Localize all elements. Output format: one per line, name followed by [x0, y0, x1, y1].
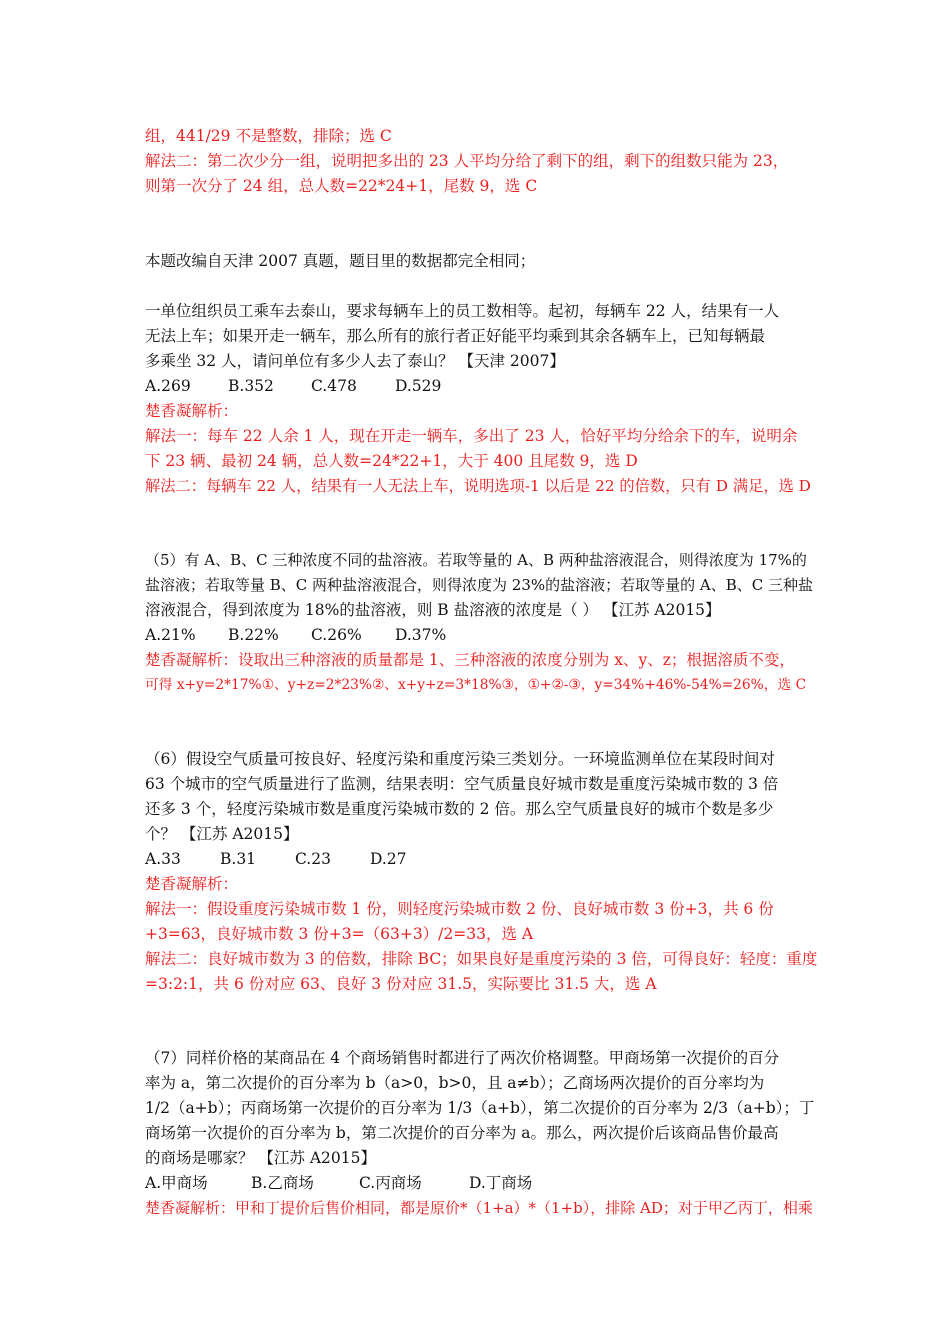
- question-stem: （5）有 A、B、C 三种浓度不同的盐溶液。若取等量的 A、B 两种盐溶液混合，则得浓度为 17%的: [145, 551, 807, 569]
- question-stem: 的商场是哪家？ 【江苏 A2015】: [145, 1149, 376, 1167]
- analysis-line: 则第一次分了 24 组，总人数=22*24+1，尾数 9，选 C: [145, 177, 538, 195]
- option-b: B.352: [228, 377, 274, 395]
- option-d: D.529: [395, 377, 442, 395]
- question-stem: 63 个城市的空气质量进行了监测，结果表明：空气质量良好城市数是重度污染城市数的 3 倍: [145, 775, 779, 793]
- question-stem: 无法上车；如果开走一辆车，那么所有的旅行者正好能平均乘到其余各辆车上，已知每辆最: [145, 327, 766, 345]
- question-stem: 溶液混合，得到浓度为 18%的盐溶液，则 B 盐溶液的浓度是（ ） 【江苏 A2015】: [145, 601, 721, 619]
- question-stem: 商场第一次提价的百分率为 b，第二次提价的百分率为 a。那么，两次提价后该商品售价最高: [145, 1124, 779, 1142]
- option-c: C.26%: [311, 626, 362, 644]
- option-a: A.甲商场: [145, 1174, 208, 1192]
- analysis-line: 解法二：每辆车 22 人，结果有一人无法上车，说明选项-1 以后是 22 的倍数，只有 D 满足，选 D: [145, 477, 811, 495]
- analysis-line: 解法一：假设重度污染城市数 1 份，则轻度污染城市数 2 份、良好城市数 3 份+3，共 6 份: [145, 900, 774, 918]
- option-d: D.丁商场: [469, 1174, 533, 1192]
- analysis-line: 解法二：第二次少分一组，说明把多出的 23 人平均分给了剩下的组，剩下的组数只能为 23，: [145, 152, 789, 170]
- analysis-title: 楚香凝解析：: [145, 875, 239, 893]
- option-c: C.478: [311, 377, 357, 395]
- option-c: C.丙商场: [359, 1174, 422, 1192]
- option-d: D.37%: [395, 626, 447, 644]
- option-b: B.乙商场: [251, 1174, 314, 1192]
- question-stem: （6）假设空气质量可按良好、轻度污染和重度污染三类划分。一环境监测单位在某段时间对: [145, 750, 775, 768]
- option-b: B.22%: [228, 626, 279, 644]
- analysis-line: 可得 x+y=2*17%①、y+z=2*23%②、x+y+z=3*18%③，①+②-③，y=34%+46%-54%=26%，选 C: [145, 677, 807, 693]
- question-stem: 一单位组织员工乘车去泰山，要求每辆车上的员工数相等。起初，每辆车 22 人，结果有一人: [145, 302, 780, 320]
- answer-options: [145, 625, 815, 645]
- analysis-line: 解法一：每车 22 人余 1 人，现在开走一辆车，多出了 23 人，恰好平均分给余下的车，说明余: [145, 427, 798, 445]
- analysis-title: 楚香凝解析：: [145, 402, 239, 420]
- option-a: A.21%: [145, 626, 196, 644]
- question-stem: 个？ 【江苏 A2015】: [145, 825, 299, 843]
- question-stem: （7）同样价格的某商品在 4 个商场销售时都进行了两次价格调整。甲商场第一次提价的百分: [145, 1049, 780, 1067]
- option-a: A.33: [145, 850, 181, 868]
- question-stem: 还多 3 个，轻度污染城市数是重度污染城市数的 2 倍。那么空气质量良好的城市个数是多少: [145, 800, 774, 818]
- analysis-line: +3=63，良好城市数 3 份+3=（63+3）/2=33，选 A: [145, 925, 534, 943]
- analysis-line: 组，441/29 不是整数，排除；选 C: [145, 127, 392, 145]
- option-d: D.27: [370, 850, 407, 868]
- source-note: 本题改编自天津 2007 真题，题目里的数据都完全相同；: [145, 252, 536, 270]
- option-b: B.31: [220, 850, 257, 868]
- analysis-line: 楚香凝解析：设取出三种溶液的质量都是 1、三种溶液的浓度分别为 x、y、z；根据溶质不变，: [145, 651, 795, 669]
- option-a: A.269: [145, 377, 191, 395]
- question-stem: 盐溶液；若取等量 B、C 两种盐溶液混合，则得浓度为 23%的盐溶液；若取等量的 A、B、C 三种盐: [145, 576, 814, 594]
- analysis-line: 解法二：良好城市数为 3 的倍数，排除 BC；如果良好是重度污染的 3 倍，可得良好：轻度：重度: [145, 950, 818, 968]
- question-stem: 率为 a，第二次提价的百分率为 b（a>0，b>0，且 a≠b）；乙商场两次提价的百分率均为: [145, 1074, 765, 1092]
- analysis-line: 下 23 辆、最初 24 辆，总人数=24*22+1，大于 400 且尾数 9，选 D: [145, 452, 638, 470]
- answer-options: [145, 1173, 815, 1193]
- option-c: C.23: [295, 850, 331, 868]
- answer-options: [145, 376, 815, 396]
- answer-options: [145, 849, 815, 869]
- analysis-line: =3:2:1，共 6 份对应 63、良好 3 份对应 31.5，实际要比 31.5 大，选 A: [145, 975, 657, 993]
- analysis-line: 楚香凝解析：甲和丁提价后售价相同，都是原价*（1+a）*（1+b），排除 AD；对于甲乙丙丁，相乘: [145, 1199, 813, 1217]
- question-stem: 1/2（a+b）；丙商场第一次提价的百分率为 1/3（a+b），第二次提价的百分率为 2/3（a+b）；丁: [145, 1099, 815, 1117]
- question-stem: 多乘坐 32 人，请问单位有多少人去了泰山？ 【天津 2007】: [145, 352, 565, 370]
